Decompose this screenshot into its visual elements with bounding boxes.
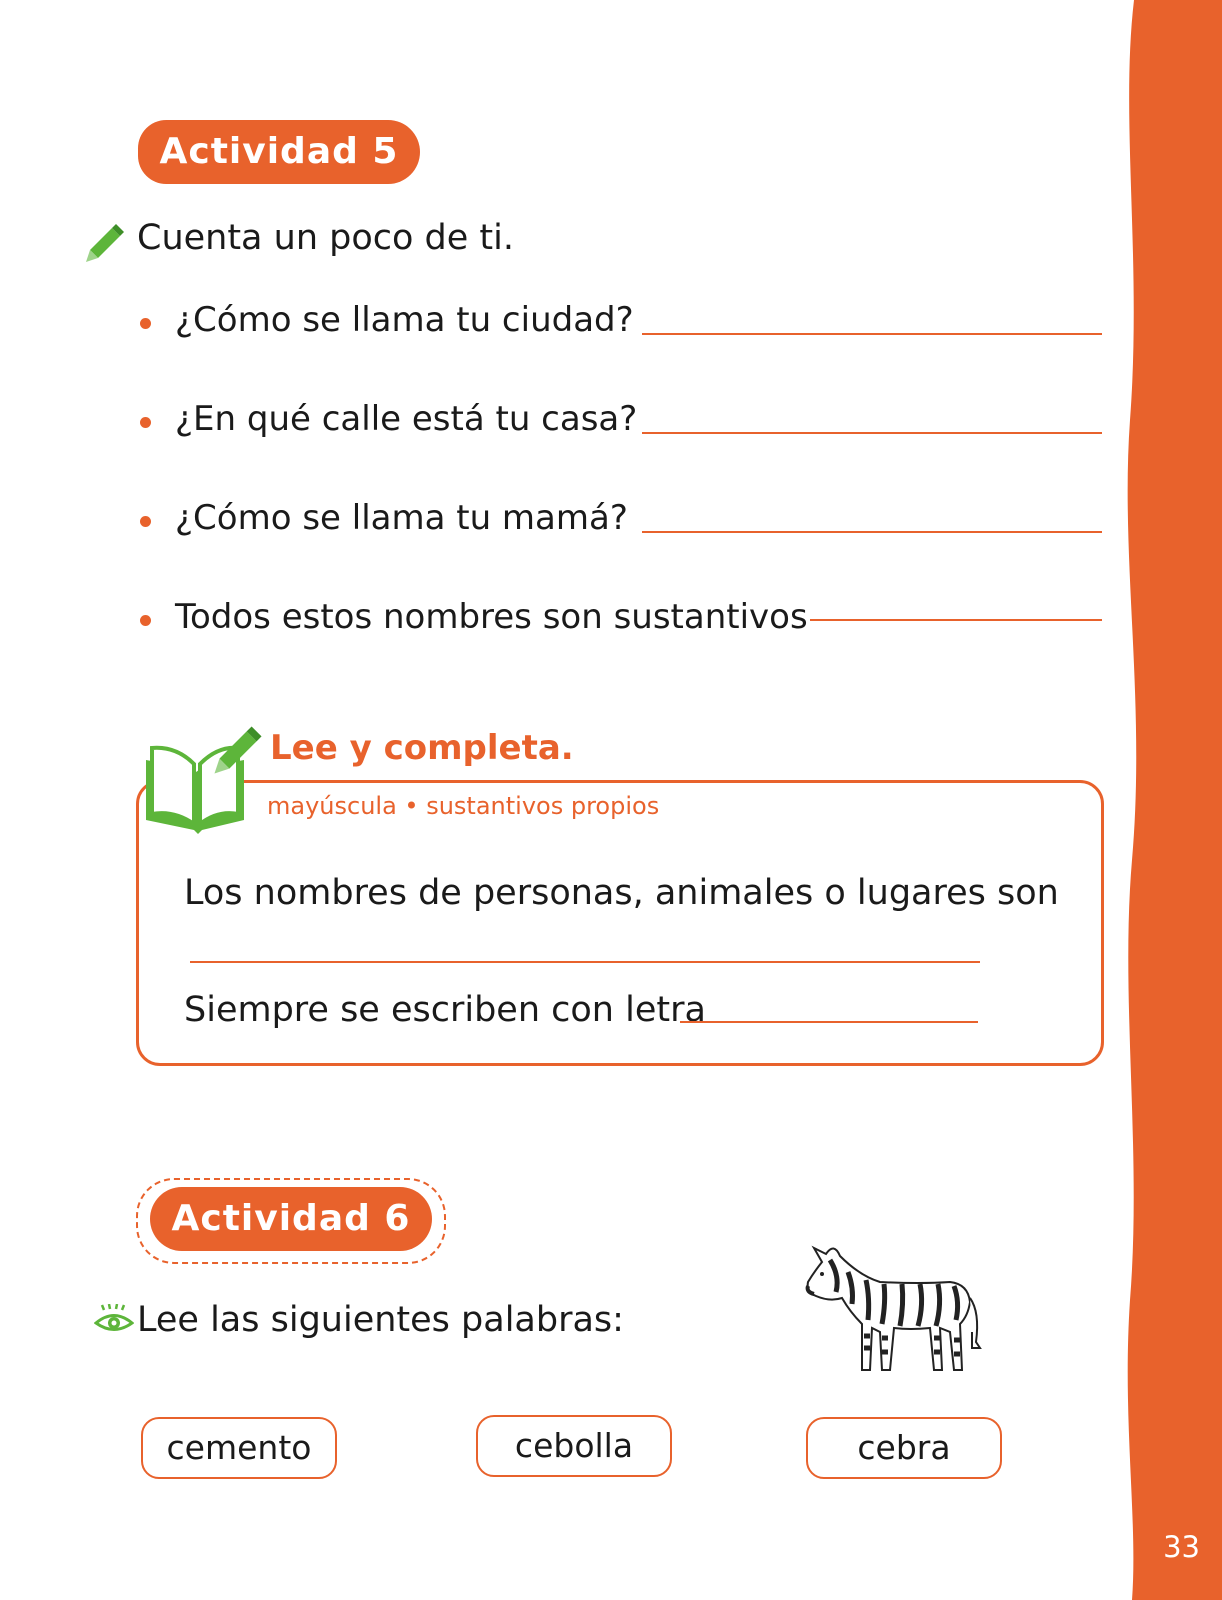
answer-line[interactable] — [190, 961, 980, 963]
read-complete-title: Lee y completa. — [270, 728, 574, 768]
activity-6-badge: Actividad 6 — [150, 1187, 432, 1251]
answer-line[interactable] — [642, 333, 1102, 335]
sentence-1: Los nombres de personas, animales o lugares son — [184, 873, 1059, 913]
pencil-icon — [84, 222, 126, 264]
question-text: ¿Cómo se llama tu mamá? — [175, 498, 628, 538]
pencil-icon — [212, 724, 264, 776]
eye-icon — [94, 1304, 134, 1336]
bullet — [140, 615, 151, 626]
question-text: Todos estos nombres son sustantivos — [175, 597, 808, 637]
bullet — [140, 318, 151, 329]
answer-line[interactable] — [642, 531, 1102, 533]
answer-line[interactable] — [680, 1021, 978, 1023]
question-item — [140, 300, 1100, 399]
sentence-2: Siempre se escriben con letra — [184, 990, 706, 1030]
question-text: ¿Cómo se llama tu ciudad? — [175, 300, 634, 340]
word-card: cemento — [141, 1417, 337, 1479]
activity-5-badge: Actividad 5 — [138, 120, 420, 184]
word-card: cebolla — [476, 1415, 672, 1477]
word-card: cebra — [806, 1417, 1002, 1479]
answer-line[interactable] — [810, 619, 1102, 621]
page-edge-band — [1112, 0, 1222, 1600]
answer-line[interactable] — [642, 432, 1102, 434]
question-item — [140, 597, 1100, 696]
question-list — [140, 300, 1100, 696]
zebra-image — [800, 1232, 996, 1384]
question-text: ¿En qué calle está tu casa? — [175, 399, 638, 439]
question-item — [140, 399, 1100, 498]
page-number: 33 — [1163, 1530, 1200, 1564]
activity-5-instruction: Cuenta un poco de ti. — [137, 218, 514, 258]
bullet — [140, 516, 151, 527]
bullet — [140, 417, 151, 428]
word-bank: mayúscula • sustantivos propios — [267, 792, 660, 820]
question-item — [140, 498, 1100, 597]
activity-6-instruction: Lee las siguientes palabras: — [137, 1300, 624, 1340]
